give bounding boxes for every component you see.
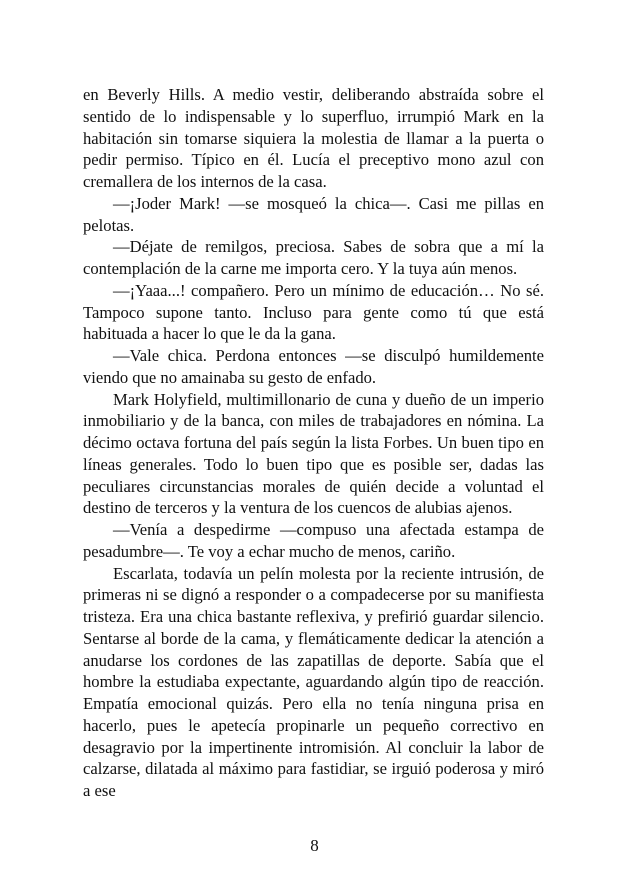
- page-number: 8: [310, 836, 319, 855]
- paragraph-narrative-mark-holyfield: Mark Holyfield, multimillonario de cuna y dueño de un imperio inmobiliario y de la banca, con miles de trabajadores en nómina. La décimo octava fortuna del país según la lista Forbes. Un buen tipo en líneas generales. Todo lo buen tipo que es posible ser, dadas las peculiares circunstancias morales de quién decide a voluntad el destino de terceros y la ventura de los cuencos de alubias ajenos.: [83, 389, 544, 518]
- paragraph-dialogue-venia-a-despedirme: —Venía a despedirme —compuso una afectada estampa de pesadumbre—. Te voy a echar mucho de menos, cariño.: [83, 520, 544, 561]
- paragraph-dialogue-yaaa: —¡Yaaa...! compañero. Pero un mínimo de educación… No sé. Tampoco supone tanto. Incluso para gente como tú que está habituada a hacer lo que le da la gana.: [83, 280, 544, 344]
- paragraph-continuation: en Beverly Hills. A medio vestir, deliberando abstraída sobre el sentido de lo indispensable y lo superfluo, irrumpió Mark en la habitación sin tomarse siquiera la molestia de llamar a la puerta o pedir permiso. Típico en él. Lucía el preceptivo mono azul con cremallera de los internos de la casa.: [83, 85, 544, 191]
- page-text-block: [83, 84, 544, 802]
- paragraph-dialogue-joder-mark: —¡Joder Mark! —se mosqueó la chica—. Casi me pillas en pelotas.: [83, 193, 544, 235]
- paragraph-dialogue-dejate: —Déjate de remilgos, preciosa. Sabes de sobra que a mí la contemplación de la carne me importa cero. Y la tuya aún menos.: [83, 237, 544, 278]
- paragraph-dialogue-vale-chica: —Vale chica. Perdona entonces —se disculpó humildemente viendo que no amainaba su gesto de enfado.: [83, 346, 544, 387]
- paragraph-narrative-escarlata: Escarlata, todavía un pelín molesta por la reciente intrusión, de primeras ni se dignó a responder o a compadecerse por su manifiesta tristeza. Era una chica bastante reflexiva, y prefirió guardar silencio. Sentarse al borde de la cama, y flemáticamente dedicar la atención a anudarse los cordones de las zapatillas de deporte. Sabía que el hombre la estudiaba expectante, aguardando algún tipo de reacción. Empatía emocional quizás. Pero ella no tenía ninguna prisa en hacerlo, pues le apetecía propinarle un pequeño correctivo en desagravio por la impertinente intromisión. Al concluir la labor de calzarse, dilatada al máximo para fastidiar, se irguió poderosa y miró a ese: [83, 563, 544, 800]
